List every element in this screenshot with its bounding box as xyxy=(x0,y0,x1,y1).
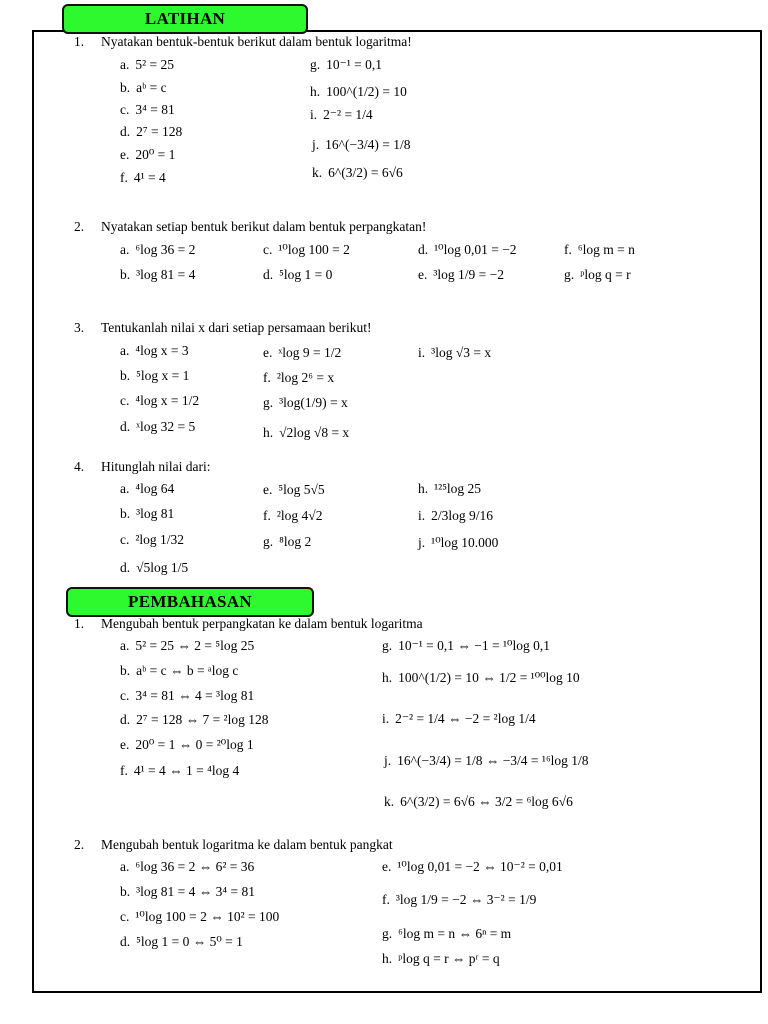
item-expression: 10⁻¹ = 0,1 xyxy=(326,57,383,72)
p1-item-d xyxy=(120,712,268,728)
item-expression: ¹⁰log 100 = 2 ⇔ 10² = 100 xyxy=(135,909,280,924)
item-label: f. xyxy=(263,370,271,385)
item-label: f. xyxy=(382,892,390,907)
item-label: d. xyxy=(120,712,131,727)
q1-item-i xyxy=(310,107,373,123)
p2-item-e xyxy=(382,859,563,875)
q4-item-h xyxy=(418,481,481,497)
item-expression: 20⁰ = 1 ⇔ 0 = ²⁰log 1 xyxy=(135,737,254,752)
q1-item-d xyxy=(120,124,182,140)
q1-item-j xyxy=(312,137,410,153)
p2-item-a xyxy=(120,859,254,875)
q2-item-g xyxy=(564,267,631,283)
section-text: Mengubah bentuk perpangkatan ke dalam bentuk logaritma xyxy=(101,616,423,631)
item-expression: ³log 81 = 4 ⇔ 3⁴ = 81 xyxy=(136,884,255,899)
q3-item-g xyxy=(263,395,348,411)
item-label: a. xyxy=(120,242,130,257)
item-expression: 5² = 25 ⇔ 2 = ⁵log 25 xyxy=(135,638,255,653)
item-label: a. xyxy=(120,343,130,358)
item-label: i. xyxy=(418,508,426,523)
item-label: a. xyxy=(120,859,130,874)
p1-item-a xyxy=(120,638,254,654)
item-label: e. xyxy=(120,737,130,752)
latihan-header: LATIHAN xyxy=(62,4,308,34)
p1-item-k xyxy=(384,794,573,810)
q2-item-c xyxy=(263,242,350,258)
item-expression: ˣlog 9 = 1/2 xyxy=(278,345,342,360)
item-expression: ⁶log 36 = 2 xyxy=(135,242,196,257)
item-expression: 100^(1/2) = 10 xyxy=(326,84,407,99)
item-label: f. xyxy=(564,242,572,257)
item-label: f. xyxy=(120,170,128,185)
item-label: g. xyxy=(382,926,393,941)
answer-section-1 xyxy=(74,616,423,632)
q4-item-d xyxy=(120,560,188,576)
item-expression: 6^(3/2) = 6√6 xyxy=(328,165,403,180)
q3-item-f xyxy=(263,370,334,386)
p2-item-c xyxy=(120,909,279,925)
q3-item-h xyxy=(263,425,349,441)
item-expression: ⁴log x = 1/2 xyxy=(135,393,200,408)
item-label: b. xyxy=(120,884,131,899)
q2-item-f xyxy=(564,242,635,258)
question-text: Nyatakan bentuk-bentuk berikut dalam bentuk logaritma! xyxy=(101,34,412,49)
item-expression: ¹⁰log 10.000 xyxy=(431,535,499,550)
item-expression: ⁶log m = n xyxy=(577,242,635,257)
item-label: h. xyxy=(382,951,393,966)
item-label: f. xyxy=(120,763,128,778)
item-expression: ³log 81 = 4 xyxy=(136,267,196,282)
item-label: b. xyxy=(120,80,131,95)
item-label: e. xyxy=(263,345,273,360)
item-expression: ⁶log m = n ⇔ 6ⁿ = m xyxy=(398,926,512,941)
q3-item-b xyxy=(120,368,189,384)
item-expression: 3⁴ = 81 ⇔ 4 = ³log 81 xyxy=(135,688,255,703)
item-expression: ⁵log 5√5 xyxy=(278,482,325,497)
item-label: e. xyxy=(120,147,130,162)
item-expression: 2⁷ = 128 xyxy=(136,124,183,139)
item-expression: ³log √3 = x xyxy=(431,345,492,360)
item-label: g. xyxy=(310,57,321,72)
question-text: Hitunglah nilai dari: xyxy=(101,459,211,474)
item-label: i. xyxy=(382,711,390,726)
q1-item-b xyxy=(120,80,167,96)
q4-item-e xyxy=(263,482,325,498)
item-expression: 3⁴ = 81 xyxy=(135,102,175,117)
q4-item-b xyxy=(120,506,174,522)
item-expression: ¹²⁵log 25 xyxy=(434,481,482,496)
question-number: 4. xyxy=(74,459,85,474)
q1-item-e xyxy=(120,147,175,163)
item-expression: ⁵log 1 = 0 ⇔ 5⁰ = 1 xyxy=(136,934,243,949)
item-expression: ²log 4√2 xyxy=(276,508,323,523)
item-expression: 5² = 25 xyxy=(135,57,175,72)
q4-item-g xyxy=(263,534,311,550)
item-label: c. xyxy=(263,242,273,257)
item-label: e. xyxy=(418,267,428,282)
pembahasan-header: PEMBAHASAN xyxy=(66,587,314,617)
q2-item-a xyxy=(120,242,195,258)
p2-item-h xyxy=(382,951,500,967)
item-label: h. xyxy=(310,84,321,99)
item-label: e. xyxy=(263,482,273,497)
q2-item-d2 xyxy=(418,242,517,258)
q3-item-e xyxy=(263,345,341,361)
p1-item-j xyxy=(384,753,589,769)
question-number: 1. xyxy=(74,34,85,49)
item-expression: 16^(−3/4) = 1/8 ⇔ −3/4 = ¹⁶log 1/8 xyxy=(397,753,589,768)
item-label: g. xyxy=(564,267,575,282)
q2-item-b xyxy=(120,267,195,283)
item-expression: ³log(1/9) = x xyxy=(279,395,348,410)
q1-item-f xyxy=(120,170,166,186)
item-label: h. xyxy=(382,670,393,685)
item-expression: ⁸log 2 xyxy=(279,534,312,549)
item-label: c. xyxy=(120,688,130,703)
p2-item-f xyxy=(382,892,536,908)
q1-item-h xyxy=(310,84,407,100)
item-expression: 16^(−3/4) = 1/8 xyxy=(325,137,411,152)
item-label: i. xyxy=(418,345,426,360)
item-expression: 2⁻² = 1/4 xyxy=(323,107,373,122)
item-label: c. xyxy=(120,532,130,547)
q4-item-i xyxy=(418,508,493,524)
item-label: k. xyxy=(384,794,395,809)
item-expression: 10⁻¹ = 0,1 ⇔ −1 = ¹⁰log 0,1 xyxy=(398,638,550,653)
p1-item-b xyxy=(120,663,238,679)
item-label: g. xyxy=(263,395,274,410)
section-text: Mengubah bentuk logaritma ke dalam bentuk pangkat xyxy=(101,837,393,852)
item-label: b. xyxy=(120,663,131,678)
item-expression: 20⁰ = 1 xyxy=(135,147,176,162)
item-label: g. xyxy=(382,638,393,653)
item-expression: ⁴log x = 3 xyxy=(135,343,189,358)
item-label: h. xyxy=(263,425,274,440)
section-number: 1. xyxy=(74,616,85,631)
q2-item-e xyxy=(418,267,504,283)
question-4 xyxy=(74,459,210,475)
item-label: d. xyxy=(120,124,131,139)
question-text: Nyatakan setiap bentuk berikut dalam bentuk perpangkatan! xyxy=(101,219,427,234)
item-expression: aᵇ = c ⇔ b = ᵃlog c xyxy=(136,663,239,678)
p1-item-c xyxy=(120,688,254,704)
item-expression: ³log 1/9 = −2 xyxy=(433,267,505,282)
item-label: d. xyxy=(120,934,131,949)
p2-item-g xyxy=(382,926,511,942)
question-number: 2. xyxy=(74,219,85,234)
item-label: e. xyxy=(382,859,392,874)
item-label: d. xyxy=(120,560,131,575)
p1-item-f xyxy=(120,763,239,779)
item-expression: 2⁻² = 1/4 ⇔ −2 = ²log 1/4 xyxy=(395,711,536,726)
question-3 xyxy=(74,320,371,336)
q1-item-c xyxy=(120,102,175,118)
item-expression: ¹⁰log 100 = 2 xyxy=(278,242,350,257)
question-number: 3. xyxy=(74,320,85,335)
q2-item-d xyxy=(263,267,332,283)
item-label: c. xyxy=(120,102,130,117)
p2-item-b xyxy=(120,884,255,900)
item-label: k. xyxy=(312,165,323,180)
item-label: b. xyxy=(120,368,131,383)
item-expression: ˣlog 32 = 5 xyxy=(136,419,196,434)
item-expression: aᵇ = c xyxy=(136,80,167,95)
q4-item-f xyxy=(263,508,322,524)
q4-item-a xyxy=(120,481,174,497)
q1-item-g xyxy=(310,57,382,73)
item-expression: ³log 81 xyxy=(136,506,175,521)
item-expression: ᵖlog q = r ⇔ pʳ = q xyxy=(398,951,500,966)
p1-item-e xyxy=(120,737,254,753)
question-2 xyxy=(74,219,426,235)
item-label: b. xyxy=(120,506,131,521)
p2-item-d xyxy=(120,934,243,950)
item-label: f. xyxy=(263,508,271,523)
item-label: d. xyxy=(120,419,131,434)
item-expression: 6^(3/2) = 6√6 ⇔ 3/2 = ⁶log 6√6 xyxy=(400,794,573,809)
item-label: d. xyxy=(418,242,429,257)
q4-item-j xyxy=(418,535,498,551)
question-text: Tentukanlah nilai x dari setiap persamaan berikut! xyxy=(101,320,372,335)
q4-item-c xyxy=(120,532,184,548)
item-label: b. xyxy=(120,267,131,282)
item-label: a. xyxy=(120,638,130,653)
q3-item-c xyxy=(120,393,199,409)
item-expression: 4¹ = 4 ⇔ 1 = ⁴log 4 xyxy=(133,763,240,778)
item-expression: ¹⁰log 0,01 = −2 xyxy=(434,242,517,257)
item-expression: ⁴log 64 xyxy=(135,481,175,496)
section-number: 2. xyxy=(74,837,85,852)
item-label: h. xyxy=(418,481,429,496)
item-expression: ²log 1/32 xyxy=(135,532,185,547)
q1-item-a xyxy=(120,57,174,73)
item-label: c. xyxy=(120,393,130,408)
item-label: a. xyxy=(120,481,130,496)
item-label: i. xyxy=(310,107,318,122)
item-label: j. xyxy=(312,137,320,152)
item-label: j. xyxy=(418,535,426,550)
p1-item-i xyxy=(382,711,536,727)
item-expression: ⁵log x = 1 xyxy=(136,368,190,383)
item-label: c. xyxy=(120,909,130,924)
item-expression: 4¹ = 4 xyxy=(133,170,166,185)
item-expression: ³log 1/9 = −2 ⇔ 3⁻² = 1/9 xyxy=(395,892,537,907)
q3-item-a xyxy=(120,343,189,359)
item-expression: ¹⁰log 0,01 = −2 ⇔ 10⁻² = 0,01 xyxy=(397,859,563,874)
p1-item-h xyxy=(382,670,580,686)
item-expression: ⁵log 1 = 0 xyxy=(279,267,333,282)
item-expression: 2/3log 9/16 xyxy=(431,508,494,523)
answer-section-2 xyxy=(74,837,393,853)
item-label: a. xyxy=(120,57,130,72)
item-expression: 2⁷ = 128 ⇔ 7 = ²log 128 xyxy=(136,712,269,727)
item-label: d. xyxy=(263,267,274,282)
item-expression: ᵖlog q = r xyxy=(580,267,631,282)
item-expression: ⁶log 36 = 2 ⇔ 6² = 36 xyxy=(135,859,255,874)
q1-item-k xyxy=(312,165,403,181)
item-expression: √2log √8 = x xyxy=(279,425,350,440)
item-label: j. xyxy=(384,753,392,768)
p1-item-g xyxy=(382,638,550,654)
item-expression: √5log 1/5 xyxy=(136,560,189,575)
q3-item-d xyxy=(120,419,195,435)
question-1 xyxy=(74,34,412,50)
item-label: g. xyxy=(263,534,274,549)
q3-item-i xyxy=(418,345,491,361)
item-expression: ²log 2⁶ = x xyxy=(276,370,335,385)
item-expression: 100^(1/2) = 10 ⇔ 1/2 = ¹⁰⁰log 10 xyxy=(398,670,580,685)
